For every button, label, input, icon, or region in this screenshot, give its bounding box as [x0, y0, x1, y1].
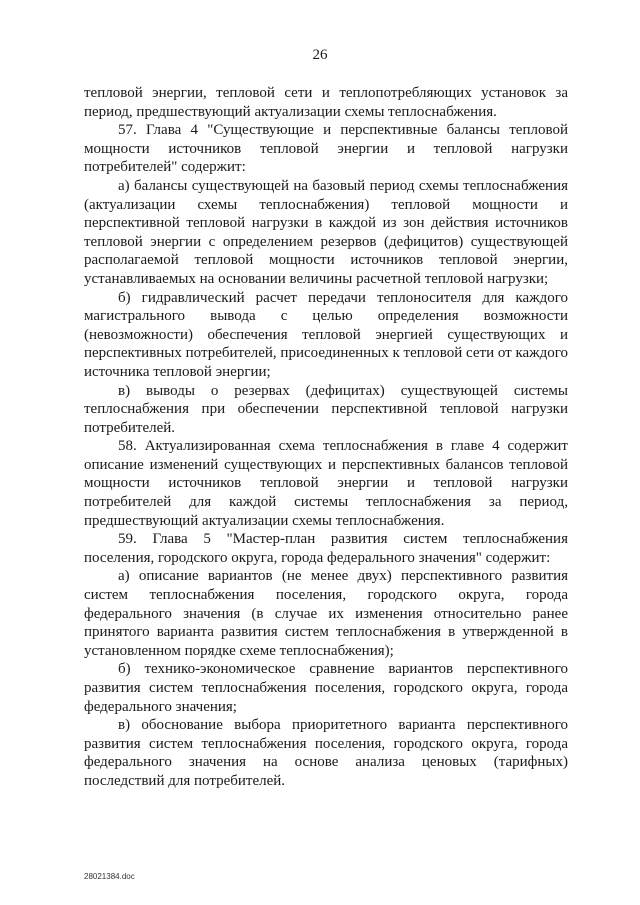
- paragraph-59-a: а) описание вариантов (не менее двух) перспективного развития систем теплоснабжения поселения, городского округа, города федерального значения (в случае их изменения относительно ранее принятого варианта развития систем теплоснабжения в утвержденной в установленном порядке схеме теплоснабжения);: [84, 568, 568, 659]
- paragraph-58: 58. Актуализированная схема теплоснабжения в главе 4 содержит описание изменений существующих и перспективных балансов тепловой мощности источников тепловой энергии и тепловой нагрузки потребителей для каждой системы теплоснабжения за период, предшествующий актуализации схемы теплоснабжения.: [84, 438, 568, 529]
- document-body: [84, 84, 568, 791]
- paragraph-59: 59. Глава 5 "Мастер-план развития систем теплоснабжения поселения, городского округа, города федерального значения" содержит:: [84, 531, 568, 566]
- paragraph-57: 57. Глава 4 "Существующие и перспективные балансы тепловой мощности источников тепловой энергии и тепловой нагрузки потребителей" содержит:: [84, 122, 568, 176]
- paragraph-57-a: а) балансы существующей на базовый период схемы теплоснабжения (актуализации схемы теплоснабжения) тепловой мощности и перспективной тепловой нагрузки в каждой из зон действия источников тепловой энергии с определением резервов (дефицитов) существующей располагаемой тепловой мощности источников тепловой энергии, устанавливаемых на основании величины расчетной тепловой нагрузки;: [84, 177, 568, 287]
- document-filename: 28021384.doc: [84, 872, 135, 881]
- paragraph-57-c: в) выводы о резервах (дефицитах) существующей системы теплоснабжения при обеспечении перспективной тепловой нагрузки потребителей.: [84, 382, 568, 436]
- paragraph-59-b: б) технико-экономическое сравнение вариантов перспективного развития систем теплоснабжения поселения, городского округа, города федерального значения;: [84, 661, 568, 715]
- paragraph-57-b: б) гидравлический расчет передачи теплоносителя для каждого магистрального вывода с целью определения возможности (невозможности) обеспечения тепловой энергией существующих и перспективных потребителей, присоединенных к тепловой сети от каждого источника тепловой энергии;: [84, 289, 568, 380]
- paragraph-continuation: тепловой энергии, тепловой сети и теплопотребляющих установок за период, предшествующий актуализации схемы теплоснабжения.: [84, 85, 568, 120]
- paragraph-59-c: в) обоснование выбора приоритетного варианта перспективного развития систем теплоснабжения поселения, городского округа, города федерального значения на основе анализа ценовых (тарифных) последствий для потребителей.: [84, 717, 568, 789]
- page-number: 26: [312, 47, 328, 63]
